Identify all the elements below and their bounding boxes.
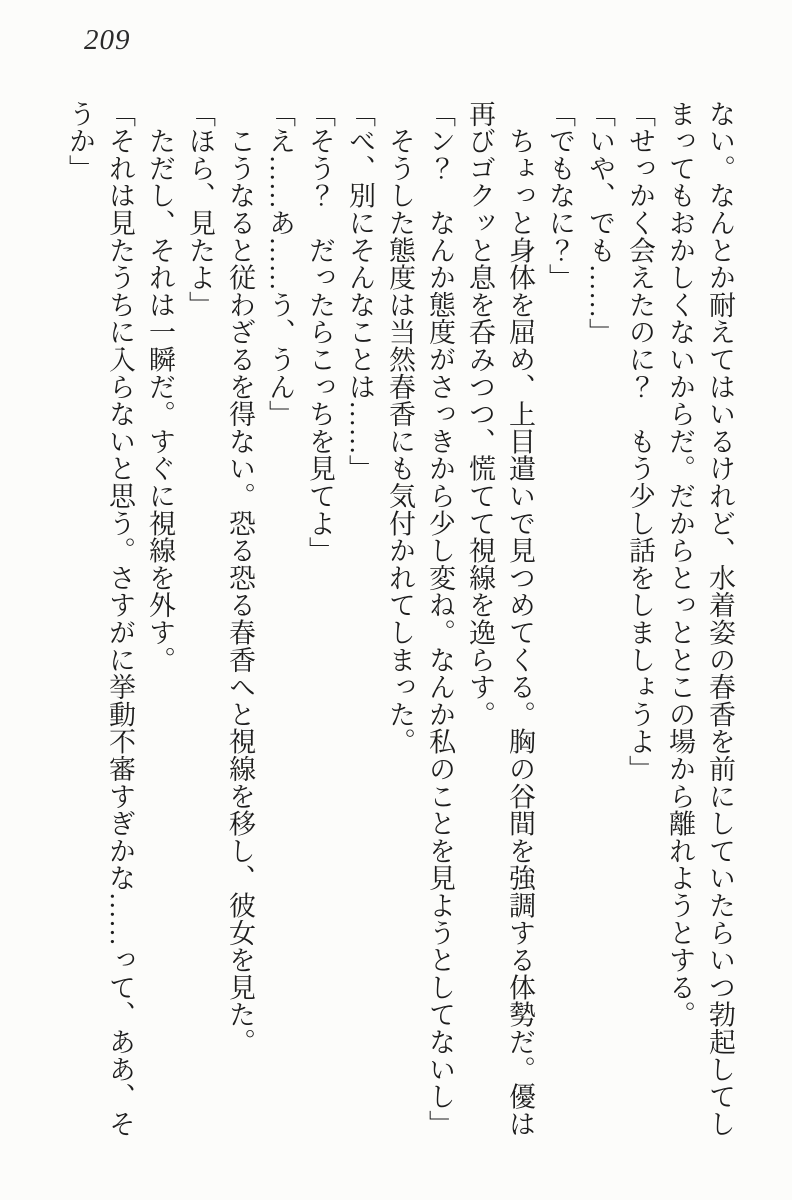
paragraph: ない。なんとか耐えてはいるけれど、水着姿の春香を前にしていたらいつ勃起してしまってもおかしくないからだ。だからとっととこの場から離れようとする。	[665, 100, 735, 1138]
page-text	[60, 100, 740, 1140]
page-number: 209	[84, 24, 131, 56]
paragraph: 「ン？ なんか態度がさっきから少し変ね。なんか私のことを見ようとしてないし」	[425, 100, 455, 1138]
paragraph: ただし、それは一瞬だ。すぐに視線を外す。	[145, 100, 175, 674]
paragraph: ちょっと身体を屈め、上目遣いで見つめてくる。胸の谷間を強調する体勢だ。優は再びゴクッと息を呑みつつ、慌てて視線を逸らす。	[465, 100, 535, 1138]
paragraph: こうなると従わざるを得ない。恐る恐る春香へと視線を移し、彼女を見た。	[225, 100, 255, 1056]
paragraph: 「そう？ だったらこっちを見てよ」	[305, 100, 335, 565]
paragraph: 「せっかく会えたのに？ もう少し話をしましょうよ」	[625, 100, 655, 783]
paragraph: 「でもなに？」	[545, 100, 575, 292]
paragraph: 「ほら、見たよ」	[185, 100, 215, 319]
paragraph: 「いや、でも……」	[585, 100, 615, 346]
paragraph: 「それは見たうちに入らないと思う。さすがに挙動不審すぎかな……って、ああ、そうか」	[65, 100, 135, 1138]
paragraph: 「べ、別にそんなことは……」	[345, 100, 375, 483]
paragraph: 「え……あ……う、うん」	[265, 100, 295, 428]
paragraph: そうした態度は当然春香にも気付かれてしまった。	[385, 100, 415, 756]
